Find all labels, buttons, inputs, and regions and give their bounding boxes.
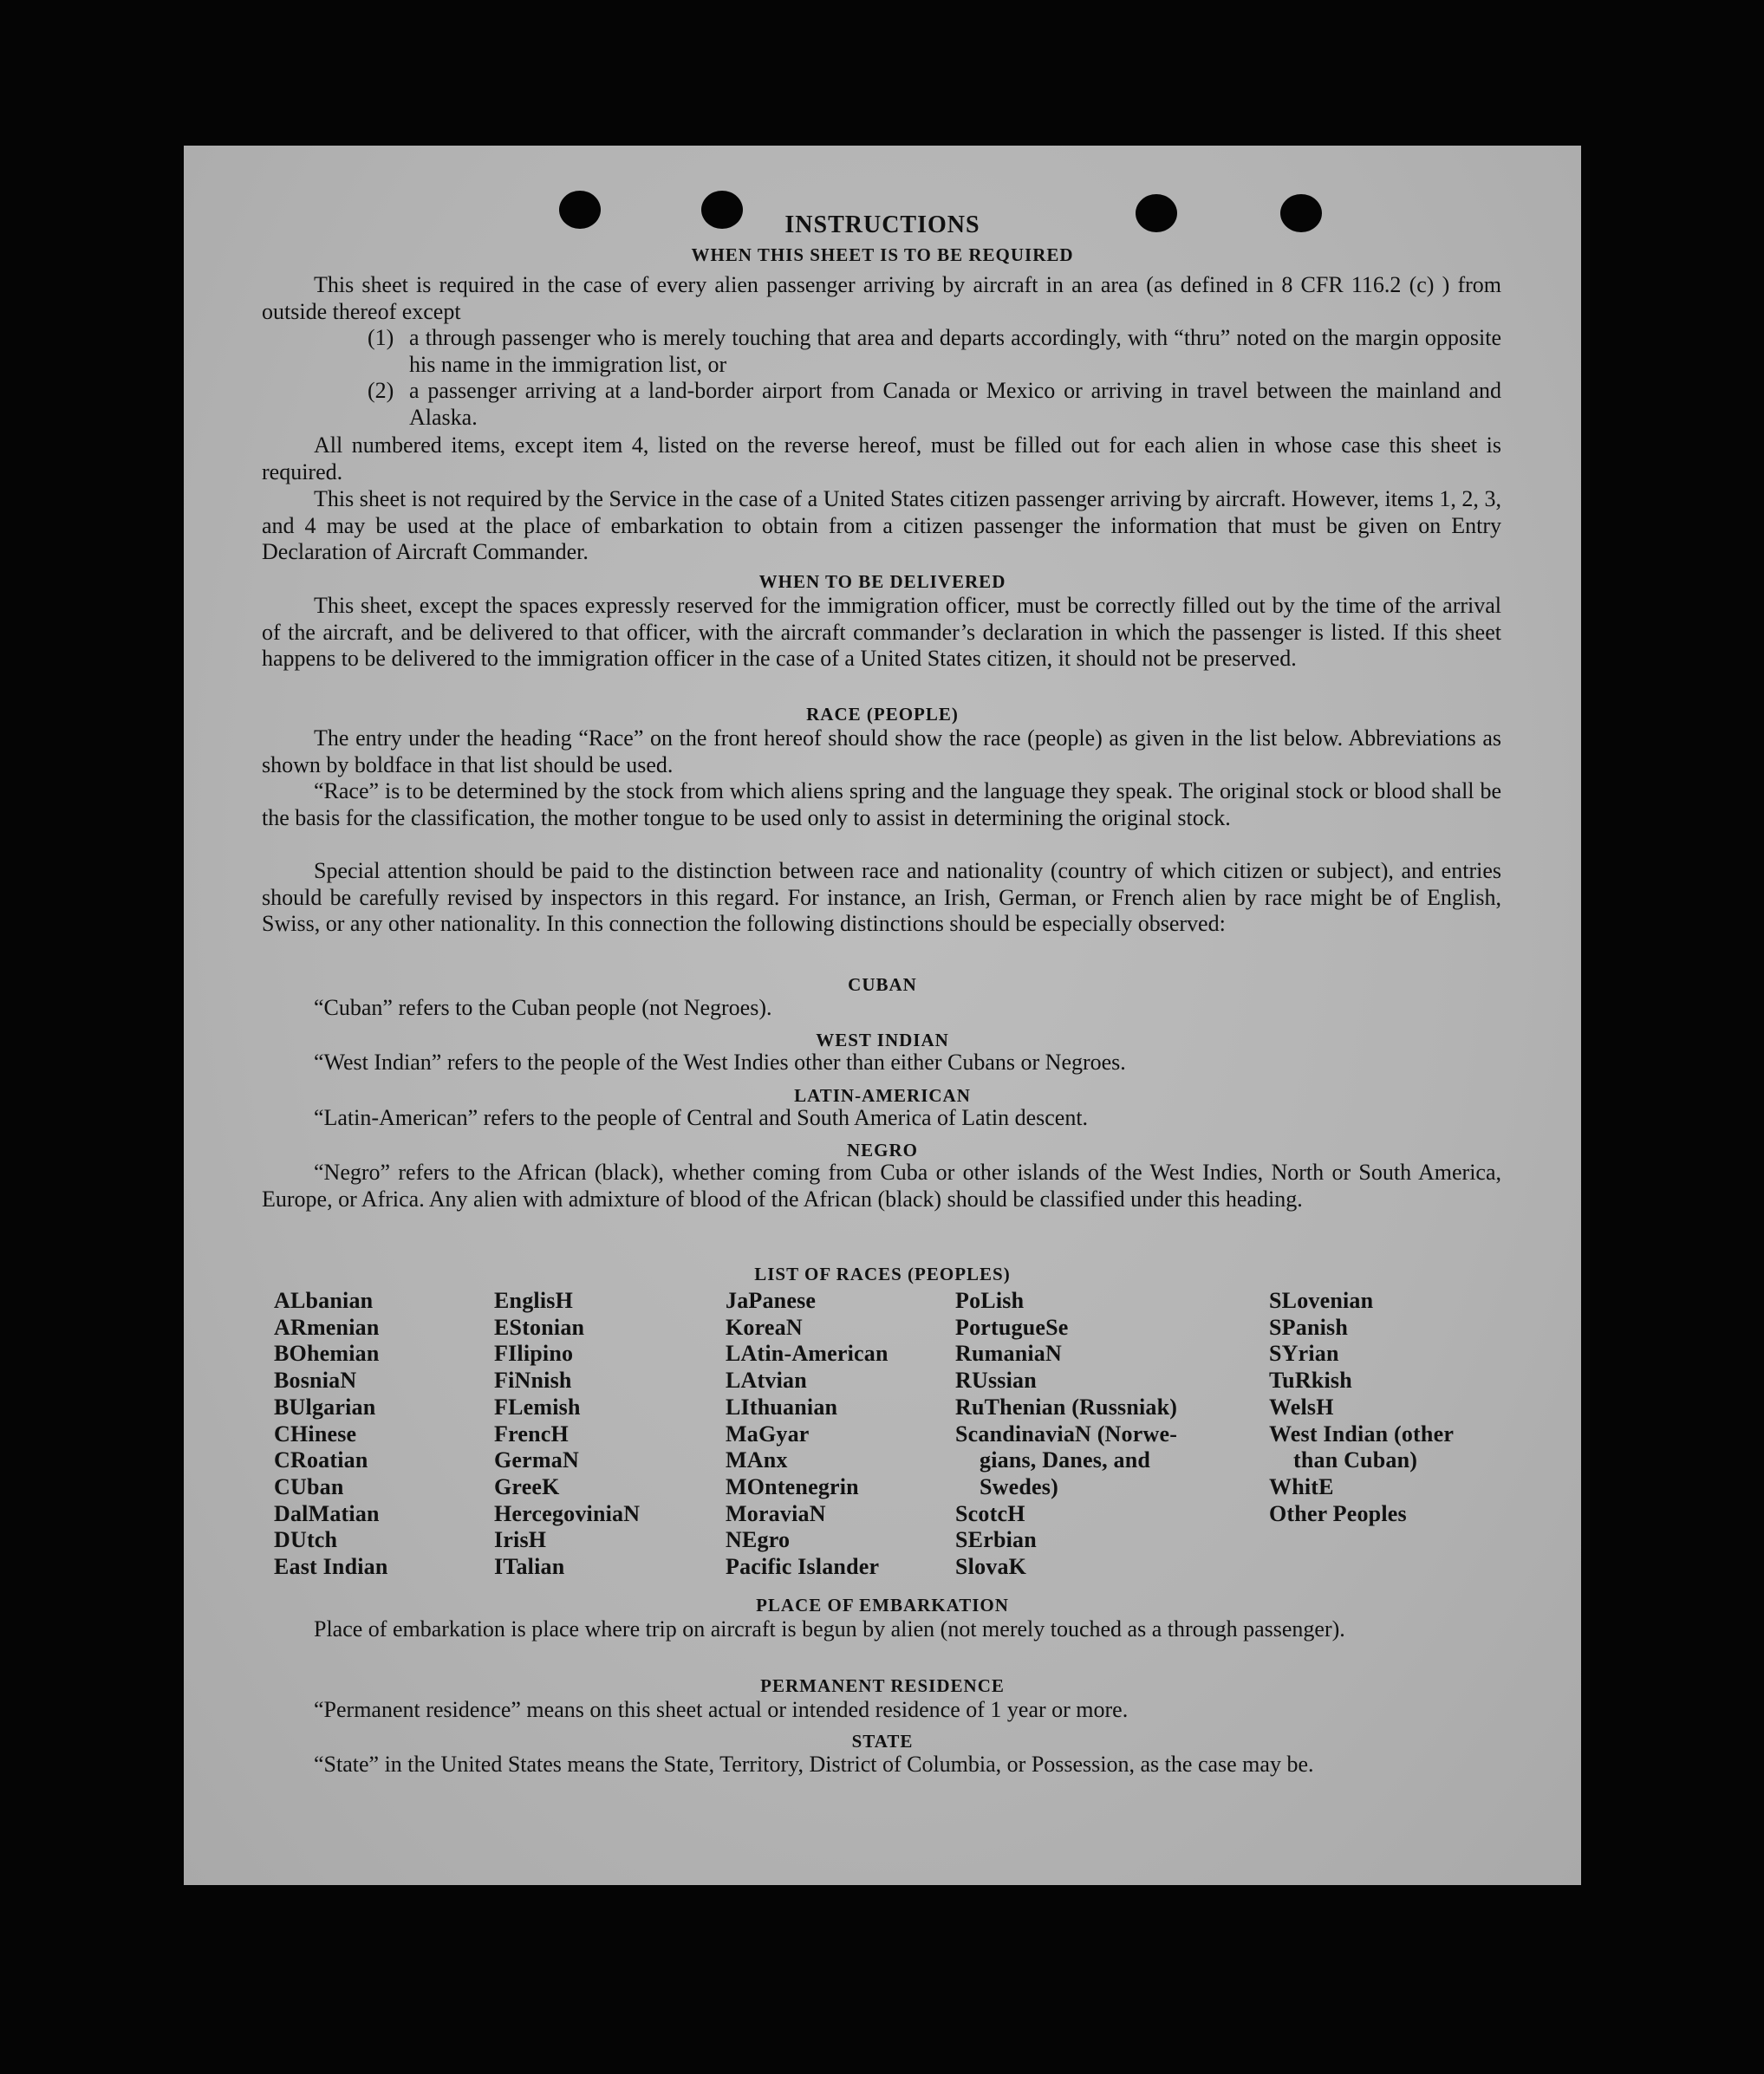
- race-item: NEgro: [726, 1527, 791, 1553]
- race-item-continuation: gians, Danes, and: [980, 1447, 1151, 1473]
- race-item: BosniaN: [274, 1368, 357, 1394]
- race-item: FiNnish: [494, 1368, 572, 1394]
- race-item: LIthuanian: [726, 1394, 838, 1420]
- races-column-1: [274, 1288, 388, 1581]
- residence-heading: PERMANENT RESIDENCE: [760, 1675, 1005, 1696]
- races-column-5: [1269, 1288, 1454, 1527]
- race-item: ALbanian: [274, 1288, 374, 1313]
- race-item: MAnx: [726, 1447, 788, 1473]
- exception-1-text: a through passenger who is merely touching that area and departs accordingly, with “thru” noted on the margin opposite his name in the immigration list, or: [409, 325, 1501, 377]
- latin-american-text: “Latin-American” refers to the people of Central and South America of Latin descent.: [314, 1105, 1089, 1130]
- list-of-races-heading: LIST OF RACES (PEOPLES): [754, 1264, 1011, 1284]
- race-item: CUban: [274, 1473, 344, 1499]
- race-item: IrisH: [494, 1527, 547, 1553]
- negro-text: “Negro” refers to the African (black), whether coming from Cuba or other islands of the West Indies, North or South America, Europe, or Africa. Any alien with admixture of blood of the African (black) should be classified under this heading.: [262, 1160, 1501, 1212]
- document-sheet: [184, 146, 1581, 1885]
- numbered-items-note: All numbered items, except item 4, listed on the reverse hereof, must be filled out for each alien in whose case this sheet is required.: [262, 432, 1501, 484]
- exception-1-number: (1): [368, 325, 394, 350]
- race-item: WelsH: [1269, 1394, 1334, 1420]
- race-item: GermaN: [494, 1447, 579, 1473]
- race-item: ITalian: [494, 1554, 565, 1580]
- race-item: LAtin-American: [726, 1341, 889, 1367]
- exception-2-number: (2): [368, 378, 394, 403]
- race-item: PortugueSe: [955, 1314, 1069, 1340]
- race-item: DUtch: [274, 1527, 338, 1553]
- race-item: BOhemian: [274, 1341, 380, 1367]
- when-delivered-heading: WHEN TO BE DELIVERED: [758, 571, 1006, 592]
- race-item: PoLish: [955, 1288, 1025, 1313]
- race-item: WhitE: [1269, 1473, 1334, 1499]
- exception-2-text: a passenger arriving at a land-border airport from Canada or Mexico or arriving in travel between the mainland and Alaska.: [409, 378, 1501, 430]
- residence-text: “Permanent residence” means on this sheet actual or intended residence of 1 year or more.: [314, 1697, 1129, 1722]
- when-delivered-text: This sheet, except the spaces expressly reserved for the immigration officer, must be correctly filled out by the time of the arrival of the aircraft, and be delivered to that officer, with the aircraft commander’s declaration in which the passenger is listed. If this sheet happens to be delivered to the immigration officer in the case of a United States citizen, it should not be preserved.: [262, 593, 1501, 671]
- race-item: SErbian: [955, 1527, 1037, 1553]
- race-item: CRoatian: [274, 1447, 368, 1473]
- race-item: MoraviaN: [726, 1500, 826, 1526]
- state-text: “State” in the United States means the State, Territory, District of Columbia, or Possession, as the case may be.: [314, 1752, 1314, 1777]
- race-paragraph-3: Special attention should be paid to the distinction between race and nationality (country of which citizen or subject), and entries should be carefully revised by inspectors in this regard. For instance, an Irish, German, or French alien by race might be of English, Swiss, or any other nationality. In this connection the following distinctions should be especially observed:: [262, 858, 1501, 936]
- race-item: RUssian: [955, 1368, 1037, 1394]
- race-item: SLovenian: [1269, 1288, 1374, 1313]
- race-item: EnglisH: [494, 1288, 573, 1313]
- cuban-text: “Cuban” refers to the Cuban people (not Negroes).: [314, 995, 772, 1020]
- state-heading: STATE: [851, 1731, 914, 1752]
- race-item: RuThenian (Russniak): [955, 1394, 1178, 1420]
- race-item: MOntenegrin: [726, 1473, 859, 1499]
- race-item: East Indian: [274, 1554, 388, 1580]
- races-column-2: [494, 1288, 640, 1581]
- when-required-heading: WHEN THIS SHEET IS TO BE REQUIRED: [691, 244, 1074, 265]
- race-item: GreeK: [494, 1473, 560, 1499]
- race-item: JaPanese: [726, 1288, 817, 1313]
- race-paragraph-1: The entry under the heading “Race” on the front hereof should show the race (people) as given in the list below. Abbreviations as shown by boldface in that list should be used.: [262, 725, 1501, 777]
- race-item: EStonian: [494, 1314, 585, 1340]
- latin-american-heading: LATIN-AMERICAN: [794, 1085, 971, 1106]
- race-item: FLemish: [494, 1394, 581, 1420]
- race-item: SlovaK: [955, 1554, 1027, 1580]
- race-heading: RACE (PEOPLE): [806, 704, 959, 725]
- race-item: ScotcH: [955, 1500, 1025, 1526]
- cuban-heading: CUBAN: [848, 974, 917, 995]
- race-item: FrencH: [494, 1421, 569, 1447]
- west-indian-text: “West Indian” refers to the people of the West Indies other than either Cubans or Negroes.: [314, 1050, 1126, 1075]
- west-indian-heading: WEST INDIAN: [816, 1030, 949, 1050]
- race-item: CHinese: [274, 1421, 357, 1447]
- instructions-title: INSTRUCTIONS: [784, 211, 980, 238]
- race-item: KoreaN: [726, 1314, 803, 1340]
- races-column-4: [955, 1288, 1177, 1581]
- citizen-note: This sheet is not required by the Service in the case of a United States citizen passenger arriving by aircraft. However, items 1, 2, 3, and 4 may be used at the place of embarkation to obtain from a citizen passenger the information that must be given on Entry Declaration of Aircraft Commander.: [262, 486, 1501, 564]
- race-item: TuRkish: [1269, 1368, 1352, 1394]
- race-item: FIlipino: [494, 1341, 574, 1367]
- races-column-3: [726, 1288, 889, 1581]
- embarkation-heading: PLACE OF EMBARKATION: [756, 1595, 1009, 1616]
- race-item: West Indian (other: [1269, 1421, 1455, 1447]
- race-item: MaGyar: [726, 1421, 810, 1447]
- race-item: RumaniaN: [955, 1341, 1062, 1367]
- race-item: ScandinaviaN (Norwe-: [955, 1421, 1178, 1447]
- race-item: BUlgarian: [274, 1394, 376, 1420]
- race-paragraph-2: “Race” is to be determined by the stock from which aliens spring and the language they speak. The original stock or blood shall be the basis for the classification, the mother tongue to be used only to assist in determining the original stock.: [262, 778, 1501, 830]
- race-item: SPanish: [1269, 1314, 1349, 1340]
- race-item-continuation: than Cuban): [1293, 1447, 1418, 1473]
- negro-heading: NEGRO: [846, 1140, 918, 1161]
- race-item: DalMatian: [274, 1500, 380, 1526]
- race-item: ARmenian: [274, 1314, 380, 1340]
- embarkation-text: Place of embarkation is place where trip on aircraft is begun by alien (not merely touched as a through passenger).: [314, 1616, 1345, 1642]
- race-item: HercegoviniaN: [494, 1500, 641, 1526]
- race-item: SYrian: [1269, 1341, 1339, 1367]
- race-item: Other Peoples: [1269, 1500, 1407, 1526]
- race-item: LAtvian: [726, 1368, 807, 1394]
- race-item-continuation: Swedes): [980, 1473, 1058, 1499]
- when-required-intro: This sheet is required in the case of every alien passenger arriving by aircraft in an area (as defined in 8 CFR 116.2 (c) ) from outside thereof except: [262, 272, 1501, 324]
- race-item: Pacific Islander: [726, 1554, 880, 1580]
